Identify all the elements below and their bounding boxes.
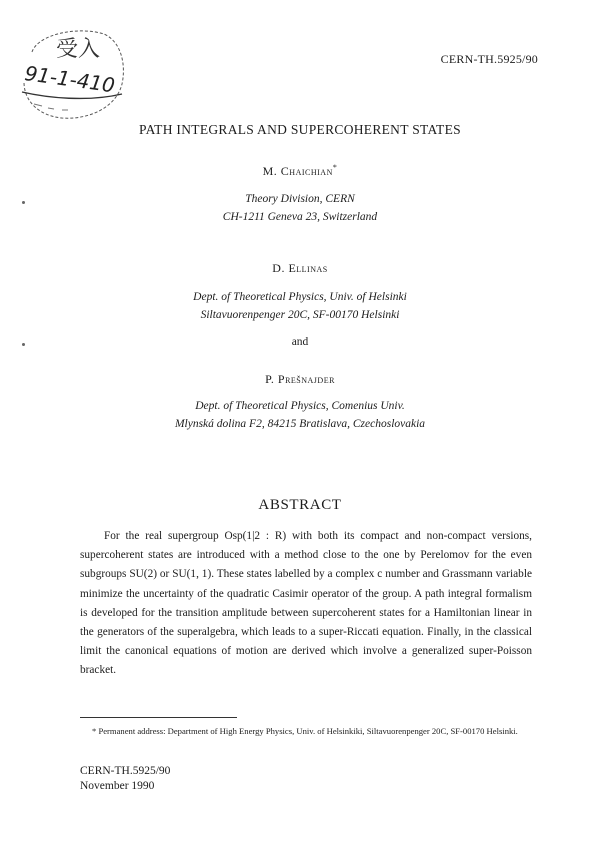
stamp-graphic: [18, 22, 130, 126]
stamp-characters: 受入: [56, 37, 101, 62]
scan-speck: [22, 201, 25, 204]
author-1-affiliation: [0, 190, 600, 226]
author-2-affiliation: [0, 288, 600, 324]
author-3-affiliation-line-1: Dept. of Theoretical Physics, Comenius Univ.: [195, 400, 405, 412]
author-3-name: P. Prešnajder: [265, 372, 335, 386]
abstract-heading: ABSTRACT: [258, 497, 342, 513]
report-number-footer: CERN-TH.5925/90: [80, 765, 171, 777]
paper-title: PATH INTEGRALS AND SUPERCOHERENT STATES: [139, 122, 461, 137]
author-3-affiliation-line-2: Mlynská dolina F2, 84215 Bratislava, Czechoslovakia: [174, 418, 426, 430]
footnote-mark: *: [92, 726, 97, 736]
report-footer: [80, 764, 170, 794]
report-number-header: CERN-TH.5925/90: [440, 52, 538, 66]
author-1-affiliation-line-2: CH-1211 Geneva 23, Switzerland: [222, 211, 378, 223]
abstract-text: For the real supergroup Osp(1|2 : R) with both its compact and non-compact versions, supercoherent states are introduced with a method close to the one by Perelomov for the even subgroups SU(2) or SU(1, 1). These states labelled by a complex c number and Grassmann variable minimize the uncertainty of the quadratic Casimir operator of the group. A path integral formalism is developed for the transition amplitude between supercoherent states for a Hamiltonian linear in the generators of the superalgebra, which leads to a super-Riccati equation. Finally, in the classical limit the canonical equations of motion are derived which involve a generalized super-Poisson bracket.: [80, 530, 532, 677]
author-2-affiliation-line-2: Siltavuorenpenger 20C, SF-00170 Helsinki: [200, 309, 400, 321]
author-3-affiliation: [0, 397, 600, 433]
abstract-body: [80, 527, 532, 681]
author-1-footnote-mark: *: [332, 163, 338, 172]
author-2-name: D. Ellinas: [272, 261, 328, 275]
footnote-text: Permanent address: Department of High Energy Physics, Univ. of Helsinkiki, Siltavuorenpenger 20C, SF-00170 Helsinki.: [98, 726, 518, 736]
stamp-number: 91-1-410: [23, 61, 117, 98]
author-2-affiliation-line-1: Dept. of Theoretical Physics, Univ. of Helsinki: [193, 291, 407, 303]
and-conjunction: and: [291, 336, 309, 348]
scan-speck: [22, 343, 25, 346]
footnote: [92, 726, 540, 737]
author-1-line: [0, 163, 600, 179]
author-1-affiliation-line-1: Theory Division, CERN: [245, 193, 355, 205]
author-1-name: M. Chaichian: [262, 164, 333, 178]
footnote-divider: [80, 717, 237, 718]
library-stamp: [18, 22, 130, 126]
report-date: November 1990: [80, 780, 155, 792]
